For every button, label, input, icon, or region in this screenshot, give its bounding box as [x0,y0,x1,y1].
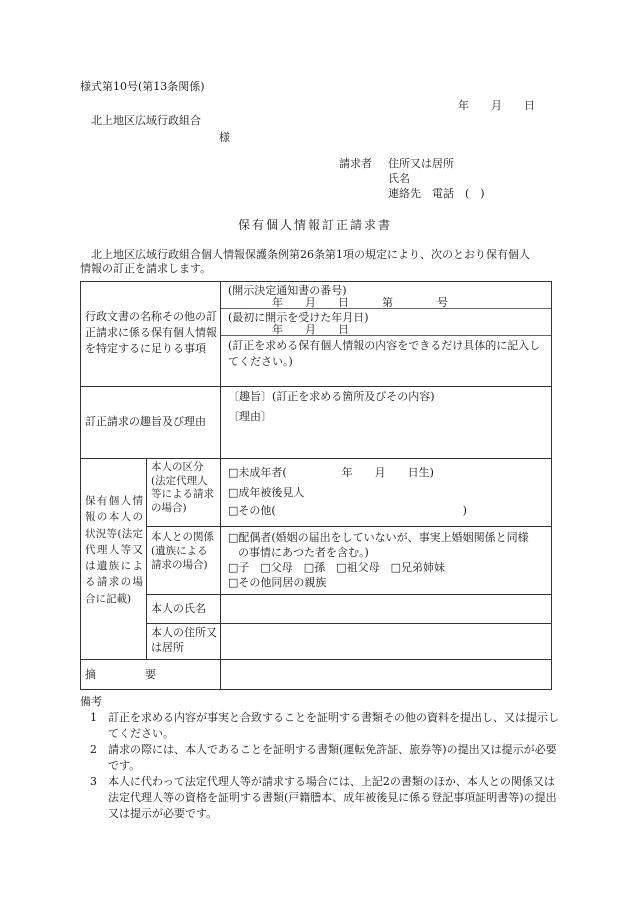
note-item [80,710,560,742]
table-divider-inner [146,458,147,659]
note-item [80,774,560,822]
disclosure-notice-label: (開示決定通知書の番号) [228,284,347,297]
first-disclosure-label: (最初に開示を受けた年月日) [228,311,369,324]
table-border-right [551,281,552,690]
relation-bottom [146,594,552,595]
table-divider-main [220,281,221,690]
row1-sep-2 [221,335,551,336]
purpose-label: 〔趣旨〕(訂正を求める箇所及びその内容) [228,390,435,403]
address-label: 住所又は居所 [388,157,454,170]
form-number: 様式第10号(第13条関係) [80,80,205,93]
relation-other: □その他同居の親族 [228,576,327,589]
row2-bottom [80,458,552,459]
category-label: 本人の区分(法定代理人等による請求の場合) [151,461,214,514]
option-minor: □未成年者( 年 月 日生) [228,466,434,479]
table-border-top [80,281,552,282]
recipient-name: 北上地区広域行政組合 [91,114,201,127]
intro-line-2: 情報の訂正を請求します。 [80,262,212,275]
requester-label: 請求者 [339,157,372,170]
option-adult-ward: □成年被後見人 [228,486,305,499]
row1-bottom [80,386,552,387]
intro-line-1: 北上地区広域行政組合個人情報保護条例第26条第1項の規定により、次のとおり保有個人 [91,248,530,261]
relation-spouse: □配偶者(婚姻の届出をしていないが、事実上婚姻関係と同様 [228,531,529,544]
correction-instruction: (訂正を求める保有個人情報の内容をできるだけ具体的に記入してください。) [228,339,541,368]
person-address-bottom [80,659,552,660]
note-text: 本人に代わって法定代理人等が請求する場合には、上記2の書類のほか、本人との関係又は法定代理人等の資格を証明する書類(戸籍謄本、成年被後見に係る登記事項証明書等)の提出又は提示が必要です。 [108,774,557,820]
first-disclosure-date: 年 月 日 [272,323,349,336]
row2-label: 訂正請求の趣旨及び理由 [85,415,206,428]
relation-list: □子 □父母 □孫 □祖父母 □兄弟姉妹 [228,561,445,574]
contact-label: 連絡先 電話 ( ) [388,187,485,200]
relation-label: 本人との関係(遺族による請求の場合) [151,531,214,572]
note-text: 訂正を求める内容が事実と合致することを証明する書類その他の資料を提出し、又は提示してください。 [108,710,559,740]
disclosure-date-number: 年 月 日 第 号 [272,296,448,309]
relation-spouse-cont: の事情にあつた者を含む。) [238,546,369,559]
note-number: 1 [90,710,97,724]
document-title: 保有個人情報訂正請求書 [238,218,393,232]
note-number: 2 [90,742,97,756]
note-item [80,742,560,774]
row3-outer-label: 保有個人情報の本人の状況等(法定代理人等又は遺族による請求の場合に記載) [85,495,143,605]
note-text: 請求の際には、本人であることを証明する書類(運転免許証、旅券等)の提出又は提示が必要です。 [108,742,557,772]
option-other: □その他( ) [228,504,467,517]
name-label: 氏名 [388,172,410,185]
note-number: 3 [90,774,97,788]
table-border-bottom [80,689,552,690]
reason-label: 〔理由〕 [228,410,272,423]
person-name-label: 本人の氏名 [151,602,206,615]
recipient-suffix: 様 [219,131,230,144]
date-line: 年 月 日 [458,99,535,112]
category-bottom [146,526,552,527]
notes-heading: 備考 [80,695,102,708]
person-address-label: 本人の住所又は居所 [151,626,217,654]
row1-label: 行政文書の名称その他の訂正請求に係る保有個人情報を特定するに足りる事項 [85,310,217,355]
table-border-left [80,281,81,690]
notes-section [80,694,560,822]
person-name-bottom [146,623,552,624]
remarks-label: 摘 要 [85,668,157,681]
request-form-table [80,281,552,690]
